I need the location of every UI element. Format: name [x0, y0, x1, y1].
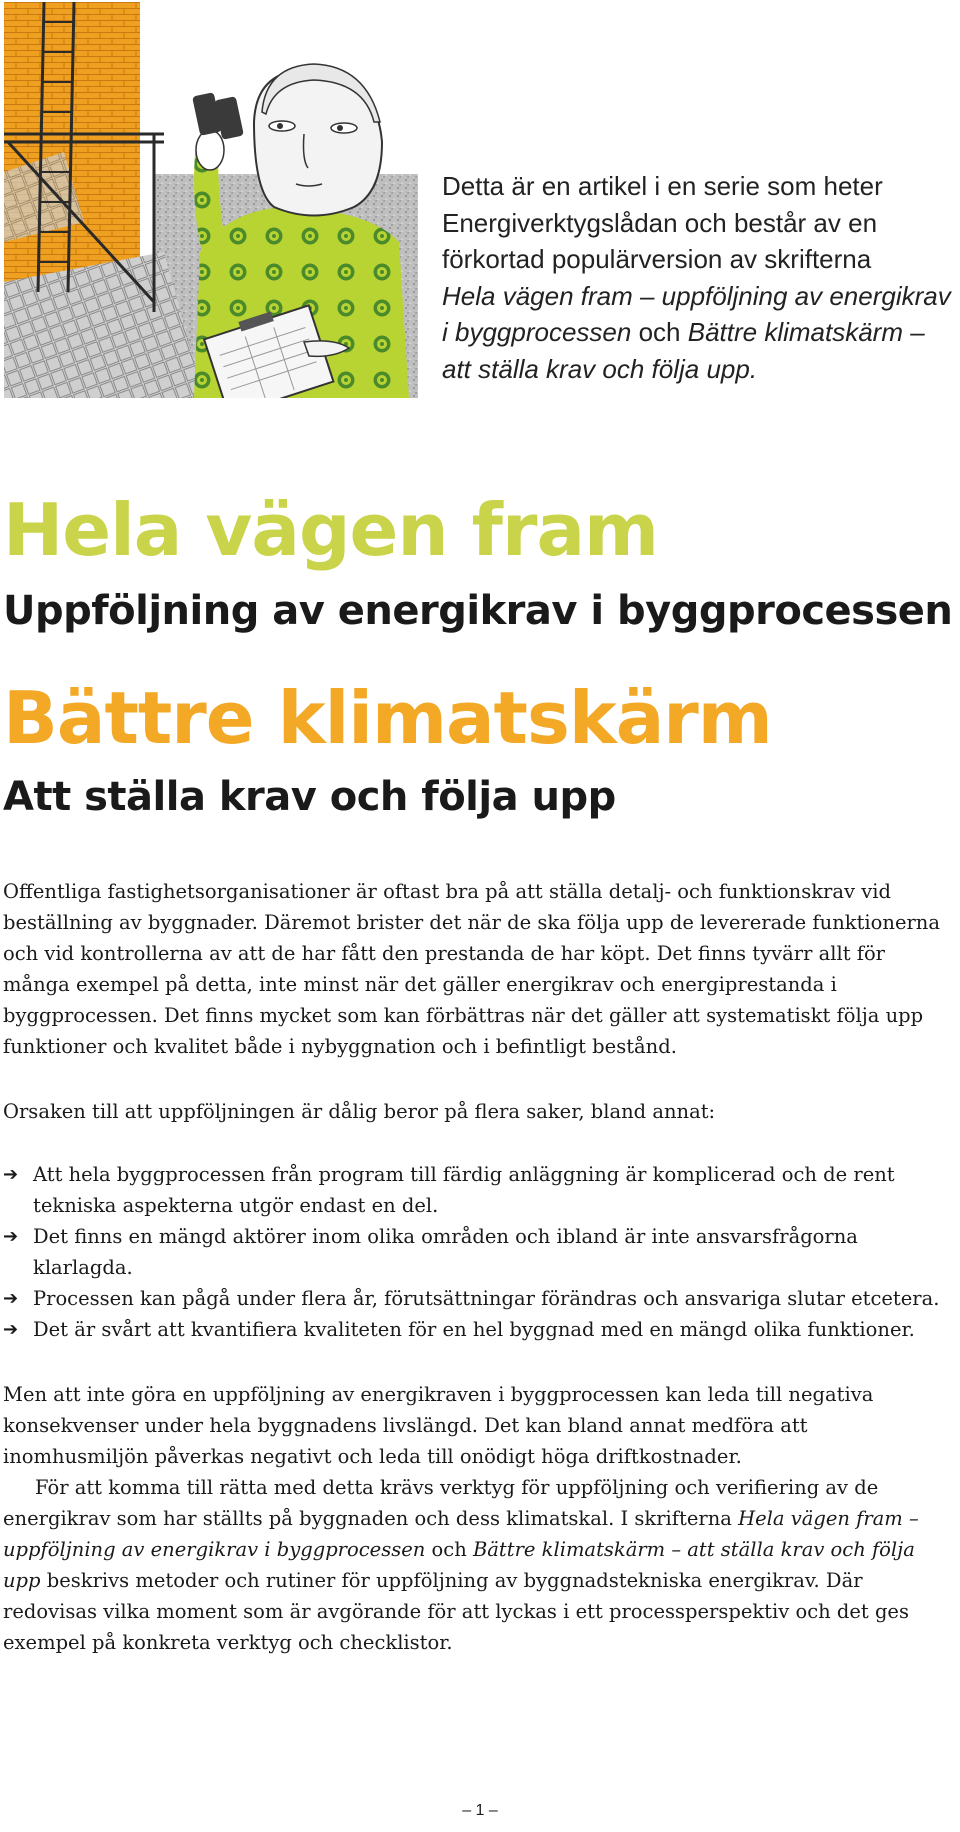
- paragraph-conclusion: Men att inte göra en uppföljning av energikraven i byggprocessen kan leda till negativa konsekvenser under hela byggnadens livslängd. Det kan bland annat medföra att inomhusmiljön påverkas negativt och leda till onödigt höga driftkostnader. För att komma till rätta med detta krävs verktyg för uppföljning och verifiering av de energikrav som har ställts på byggnaden och dess klimatskal. I skrifterna Hela vägen fram – uppföljning av energikrav i byggprocessen och Bättre klimatskärm – att ställa krav och följa upp beskrivs metoder och rutiner för uppföljning av byggnadstekniska energikrav. Där redovisas vilka moment som är avgörande för att lyckas i ett processperspektiv och det ges exempel på konkreta verktyg och checklistor.: [3, 1383, 919, 1654]
- reasons-list: [3, 1159, 951, 1345]
- arrow-right-icon: ➔: [3, 1164, 19, 1185]
- publication-title-a: Hela vägen fram – uppföljning av energikrav i byggprocessen: [3, 1507, 919, 1561]
- illustration: [4, 2, 418, 398]
- list-item: ➔ Det finns en mängd aktörer inom olika områden och ibland är inte ansvarsfrågorna klarlagda.: [3, 1221, 951, 1283]
- intro-line: Detta är en artikel i en serie som heter: [442, 171, 883, 201]
- subheading-att-stalla-krav: Att ställa krav och följa upp: [3, 774, 616, 820]
- publication-title-b: Bättre klimatskärm – att ställa krav och följa upp: [3, 1538, 915, 1592]
- intro-text: [442, 168, 952, 387]
- paragraph-intro: Offentliga fastighetsorganisationer är oftast bra på att ställa detalj- och funktionskrav vid beställning av byggnader. Däremot brister det när de ska följa upp de levererade funktionerna och vid kontrollerna av att de har fått den prestanda de har köpt. Det finns tyvärr allt för många exempel på detta, inte minst när det gäller energikrav och energiprestanda i byggprocessen. Det finns mycket som kan förbättras när det gäller att systematiskt följa upp funktioner och kvalitet både i nybyggnation och i befintligt bestånd.: [3, 880, 940, 1058]
- arrow-right-icon: ➔: [3, 1288, 19, 1309]
- heading-hela-vagen-fram: Hela vägen fram: [3, 488, 659, 572]
- intro-title-b: Bättre klimatskärm – att ställa krav och följa upp.: [442, 317, 925, 384]
- intro-line: förkortad populärversion av skrifterna: [442, 244, 872, 274]
- arrow-right-icon: ➔: [3, 1226, 19, 1247]
- paragraph-consequences: Men att inte göra en uppföljning av energikraven i byggprocessen kan leda till negativa konsekvenser under hela byggnadens livslängd. Det kan bland annat medföra att inomhusmiljön påverkas negativt och leda till onödigt höga driftkostnader.: [3, 1383, 874, 1468]
- list-item: ➔ Processen kan pågå under flera år, förutsättningar förändras och ansvariga slutar etcetera.: [3, 1283, 951, 1314]
- subheading-uppfoljning: Uppföljning av energikrav i byggprocessen: [3, 588, 953, 634]
- intro-title-a: Hela vägen fram – uppföljning av energikrav i byggprocessen: [442, 280, 951, 347]
- arrow-right-icon: ➔: [3, 1319, 19, 1340]
- intro-line: Energiverktygslådan och består av en: [442, 207, 878, 238]
- paragraph-reasons: Orsaken till att uppföljningen är dålig beror på flera saker, bland annat:: [3, 1100, 716, 1123]
- list-item: ➔ Det är svårt att kvantifiera kvaliteten för en hel byggnad med en mängd olika funktioner.: [3, 1314, 951, 1345]
- intro-and: och: [638, 317, 681, 347]
- page-number: – 1 –: [462, 1802, 498, 1819]
- heading-battre-klimatskarm: Bättre klimatskärm: [3, 676, 772, 760]
- list-item: ➔ Att hela byggprocessen från program till färdig anläggning är komplicerad och de rent tekniska aspekterna utgör endast en del.: [3, 1159, 951, 1221]
